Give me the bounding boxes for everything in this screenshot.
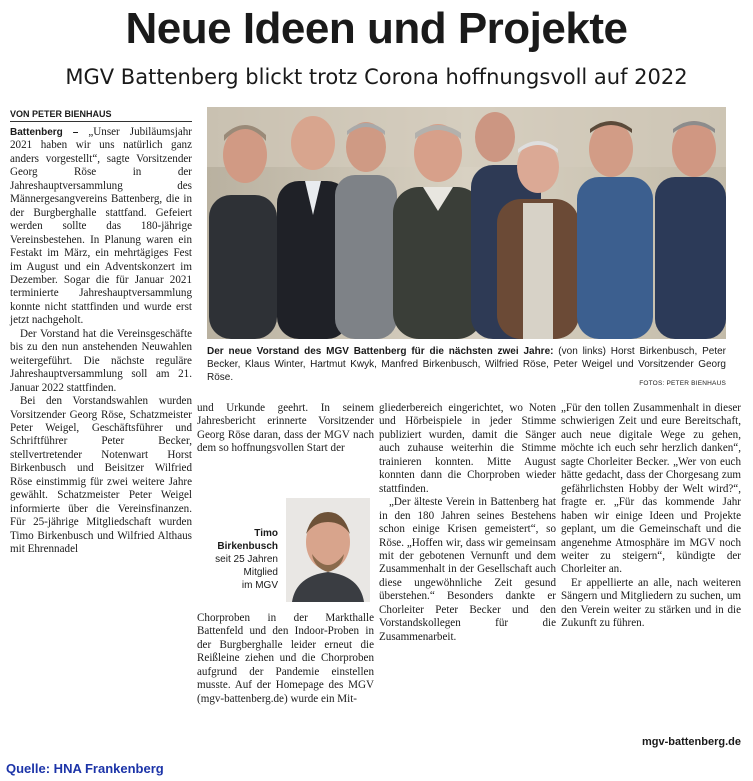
portrait-illustration: [286, 498, 370, 602]
inset-name: Birkenbusch: [217, 541, 278, 552]
paragraph: gliederbereich eingerichtet, wo Noten und Hörbeispiele in jeder Stimme publiziert wurden, damit die Sänger auch zuhause weiterhin die Stimme trainieren konnten. Mitte August konnten dann die Chorproben wieder stattfinden.: [379, 402, 556, 495]
article-column-2-bottom: [197, 612, 374, 706]
paragraph: „Für den tollen Zusammenhalt in dieser schwierigen Zeit und eure Bereitschaft, auch neue digitale Wege zu gehen, möchte ich euch sehr herzlich danken“, sagte Chorleiter Becker. „Wer von euch hätte gedacht, dass der Chorgesang zum gefährlichsten Hobby der Welt wird?“, fragte er. „Für das kommende Jahr haben wir einige Ideen und Projekte geplant, um die Gemeinschaft und die angenehme Atmosphäre im MGV noch weiter zu steigern“, kündigte der Chorleiter an.: [561, 402, 741, 576]
inset-description: seit 25 Jahren: [215, 554, 278, 565]
caption-lead: Der neue Vorstand des MGV Battenberg für die nächsten zwei Jahre:: [207, 346, 554, 357]
article-column-2-top: [197, 402, 374, 456]
paragraph-text: „Unser Jubiläumsjahr 2021 haben wir uns natürlich ganz anders vorgestellt“, sagte Vorsitzender Georg Röse in der Jahreshauptversammlung des Männergesangvereins Battenberg, die in der Burgberghalle stattfand. Gefeiert werden sollte das 180-jährige Vereinsbestehen. In Planung waren ein Festakt im März, ein mehrtägiges Fest im August und ein Adventskonzert im Dezember. Sogar die für Januar 2021 terminierte Jahreshauptversammlung konnte nicht stattfinden und wurde erst jetzt nachgeholt.: [10, 126, 192, 327]
paragraph: Der Vorstand hat die Vereinsgeschäfte bis zu den nun anstehenden Neuwahlen weitergeführt. Die nächste reguläre Jahreshauptversammlung soll am 21. Januar 2022 stattfinden.: [10, 327, 192, 394]
article-column-1: [10, 126, 192, 557]
paragraph: Er appellierte an alle, nach weiteren Sängern und Mitgliedern zu suchen, um den Verein weiter zu stärken und in die Zukunft zu führen.: [561, 576, 741, 630]
article-column-4: [561, 402, 741, 631]
inset-description: im MGV: [241, 580, 278, 591]
paragraph: Chorproben in der Markthalle Battenfeld und den Indoor-Proben in der Burgberghalle leider erneut die Reißleine ziehen und die Chorproben aufgrund der Pandemie einstellen musste. Auf der Homepage des MGV (mgv-battenberg.de) wurde ein Mit-: [197, 612, 374, 705]
subheadline: MGV Battenberg blickt trotz Corona hoffnungsvoll auf 2022: [65, 65, 688, 89]
dateline: Battenberg –: [10, 127, 79, 138]
paragraph: [10, 126, 192, 328]
photo-credit: FOTOS: PETER BIENHAUS: [639, 380, 726, 387]
portrait-photo: [286, 498, 370, 602]
inset-caption: [197, 527, 278, 592]
inset-name: Timo: [254, 528, 278, 539]
byline: VON PETER BIENHAUS: [10, 108, 192, 122]
paragraph: Bei den Vorstandswahlen wurden Vorsitzender Georg Röse, Schatzmeister Peter Weigel, Geschäftsführer und Schriftführer Peter Becker, stellvertretender Notenwart Horst Birkenbusch und Beisitzer Wilfried Röse einstimmig für zwei weitere Jahre gewählt. Schatzmeister Peter Weigel informierte über die Vereinsfinanzen. Für 25-jährige Mitgliedschaft wurden Timo Birkenbusch und Wilfried Althaus mit Ehrennadel: [10, 395, 192, 556]
group-photo-illustration: [207, 107, 726, 339]
group-photo: [207, 107, 726, 339]
source-label: Quelle: HNA Frankenberg: [6, 761, 164, 776]
article-column-3: [379, 402, 556, 644]
website-link[interactable]: mgv-battenberg.de: [641, 736, 741, 748]
caption-text: (von links) Horst Birkenbusch, Peter Becker, Klaus Winter, Hartmut Kwyk, Manfred Birkenbusch, Wilfried Röse, Peter Weigel und Vorsitzender Georg Röse.: [207, 346, 726, 383]
inset-description: Mitglied: [243, 567, 278, 578]
headline: Neue Ideen und Projekte: [125, 4, 628, 53]
paragraph: und Urkunde geehrt. In seinem Jahresbericht erinnerte Vorsitzender Georg Röse daran, dass der MGV nach dem so hoffnungsvollen Start der: [197, 402, 374, 455]
paragraph: „Der älteste Verein in Battenberg hat in den 180 Jahren seines Bestehens schon einige Krisen gemeistert“, so Röse. „Hoffen wir, dass wir gemeinsam mit der gebotenen Vernunft und dem Zusammenhalt in der Gesellschaft auch diese ungewöhnliche Zeit gesund überstehen.“ Besonders dankte er Chorleiter Peter Becker und den Vorstandskollegen für die Zusammenarbeit.: [379, 496, 556, 643]
